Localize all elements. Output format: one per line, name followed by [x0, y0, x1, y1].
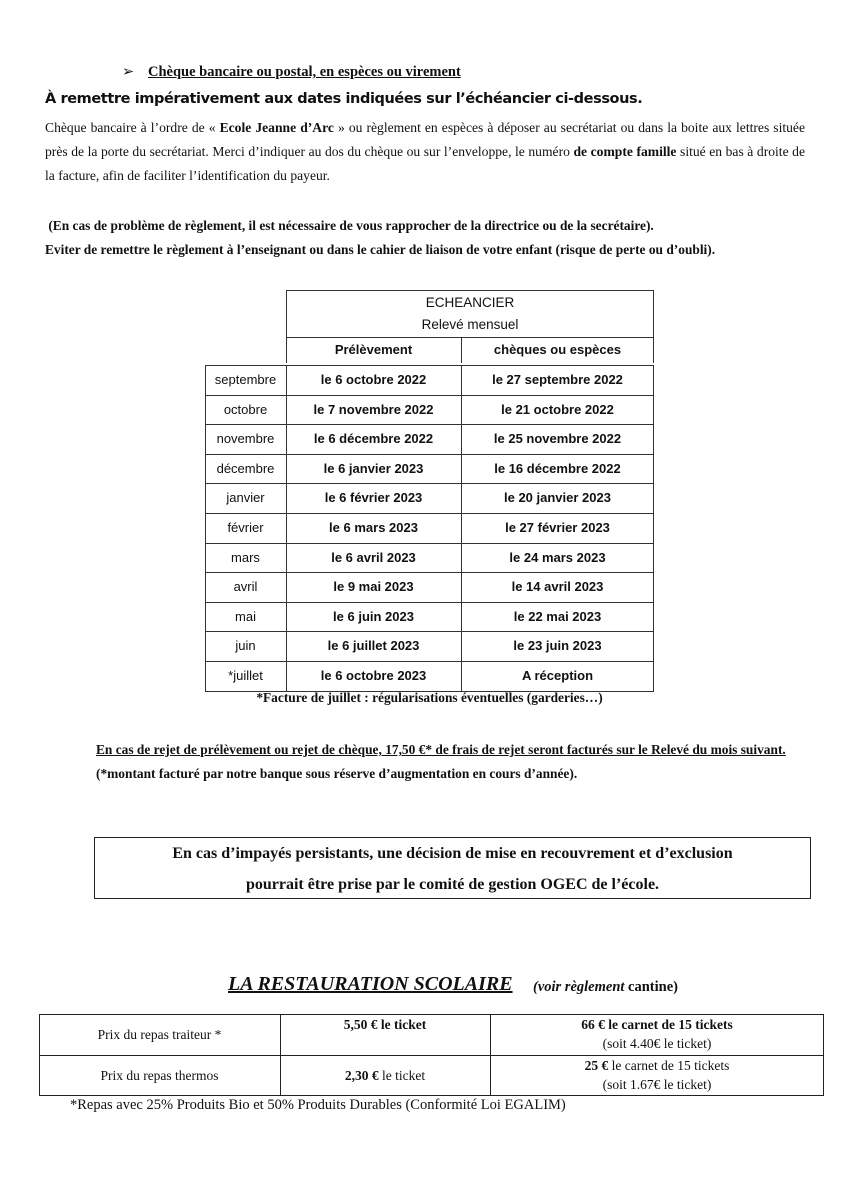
sched-subtitle: Relevé mensuel	[421, 317, 519, 332]
advice-line-2: Eviter de remettre le règlement à l’enseignant ou dans le cahier de liaison de votre enfant (risque de perte ou d’oubli).	[45, 242, 716, 257]
sched-col-prelevement: Prélèvement	[334, 342, 413, 357]
resto-price-bold: 2,30 €	[344, 1068, 379, 1083]
sched-body-col2	[461, 365, 462, 692]
resto-carnet	[490, 1056, 824, 1094]
resto-carnet-bold: 25 €	[584, 1058, 609, 1073]
arrow-bullet-icon: ➢	[122, 64, 135, 80]
payment-bullet	[122, 64, 461, 81]
sched-cheques-date: le 24 mars 2023	[509, 549, 606, 565]
sched-month: février	[227, 520, 264, 535]
sched-month: mars	[231, 549, 260, 565]
rejet-section	[96, 738, 804, 786]
echeancier-note: *Facture de juillet : régularisations éventuelles (garderies…)	[256, 690, 603, 705]
sched-cheques-date: A réception	[521, 668, 594, 683]
sched-cheques-date: le 23 juin 2023	[513, 638, 602, 654]
sched-prelevement-date: le 6 octobre 2022	[320, 372, 427, 387]
sched-cheques-date: le 27 février 2023	[505, 520, 610, 535]
advice-line-1: (En cas de problème de règlement, il est nécessaire de vous rapprocher de la directrice ou de la secrétaire).	[45, 218, 654, 233]
impaye-line-1: En cas d’impayés persistants, une décision de mise en recouvrement et d’exclusion	[172, 845, 733, 862]
sched-prelevement-date: le 7 novembre 2022	[313, 401, 434, 417]
resto-label: Prix du repas traiteur *	[97, 1027, 222, 1042]
school-name: Ecole Jeanne d’Arc	[219, 120, 334, 135]
rejet-warning: En cas de rejet de prélèvement ou rejet de chèque, 17,50 €* de frais de rejet seront facturés sur le Relevé du mois suivant.	[96, 742, 786, 757]
sched-prelevement-date: le 6 juin 2023	[333, 608, 414, 624]
sched-cheques-date: le 27 septembre 2022	[492, 372, 623, 387]
sched-body-left	[205, 365, 206, 692]
payment-text-e: situé en bas à droite de la facture, afin de faciliter l’identification du payeur.	[45, 144, 805, 183]
sched-prelevement-date: le 6 janvier 2023	[323, 460, 424, 476]
resto-label: Prix du repas thermos	[100, 1068, 219, 1083]
sched-body-col1	[286, 365, 287, 692]
sched-cheques-date: le 14 avril 2023	[511, 579, 604, 595]
sched-month: septembre	[214, 372, 277, 387]
sched-month: janvier	[226, 490, 265, 506]
sched-prelevement-date: le 6 octobre 2023	[320, 668, 427, 683]
sched-cheques-date: le 16 décembre 2022	[494, 460, 621, 476]
resto-carnet-bold: 66 € le carnet de 15 tickets	[581, 1017, 733, 1032]
resto-border-bottom	[39, 1095, 824, 1096]
payment-heading: À remettre impérativement aux dates indiquées sur l’échéancier ci-dessous.	[45, 91, 643, 107]
payment-instructions	[45, 116, 805, 188]
sched-prelevement-date: le 6 février 2023	[324, 490, 423, 506]
impaye-box	[94, 837, 811, 899]
echeancier-table	[205, 290, 654, 690]
resto-carnet-plain: le carnet de 15 tickets	[608, 1058, 730, 1073]
sched-month: juin	[235, 638, 256, 654]
sched-cheques-date: le 22 mai 2023	[513, 608, 602, 624]
sched-title-block	[286, 291, 654, 337]
resto-carnet	[490, 1015, 824, 1053]
resto-price	[280, 1066, 490, 1085]
sched-month: avril	[233, 579, 258, 595]
resto-price	[280, 1015, 490, 1034]
sched-month: décembre	[216, 460, 275, 476]
restauration-table	[39, 1014, 824, 1096]
payment-text-a: Chèque bancaire à l’ordre de «	[45, 120, 220, 135]
resto-price-bold: 5,50 € le ticket	[343, 1017, 427, 1032]
sched-body-right	[653, 365, 654, 692]
payment-method-title: Chèque bancaire ou postal, en espèces ou virement	[148, 64, 461, 80]
payment-advice	[45, 214, 825, 262]
sched-prelevement-date: le 6 décembre 2022	[313, 431, 434, 447]
sched-month: novembre	[216, 431, 275, 447]
restauration-title: LA RESTAURATION SCOLAIRE	[228, 973, 513, 995]
sched-col-cheques: chèques ou espèces	[493, 342, 622, 357]
sched-month: mai	[235, 608, 256, 624]
impaye-line-2: pourrait être prise par le comité de gestion OGEC de l’école.	[245, 876, 660, 893]
restauration-sub-italic: (voir règlement	[533, 979, 625, 995]
sched-month: *juillet	[228, 668, 263, 683]
sched-prelevement-date: le 6 juillet 2023	[327, 638, 420, 654]
payment-text-c: » ou règlement en espèces à déposer au secrétariat ou dans la boite aux lettres située près de la porte du secrétariat. Merci d’indiquer au dos du chèque ou sur l’enveloppe, le numéro	[45, 120, 806, 159]
restauration-note: *Repas avec 25% Produits Bio et 50% Produits Durables (Conformité Loi EGALIM)	[70, 1097, 566, 1113]
resto-soit: (soit 1.67€ le ticket)	[602, 1077, 712, 1092]
compte-famille: de compte famille	[573, 144, 677, 159]
resto-soit: (soit 4.40€ le ticket)	[602, 1036, 712, 1051]
restauration-subtitle	[533, 979, 678, 996]
rejet-note: (*montant facturé par notre banque sous réserve d’augmentation en cours d’année).	[96, 766, 578, 781]
sched-prelevement-date: le 6 avril 2023	[331, 549, 416, 565]
sched-cheques-date: le 20 janvier 2023	[504, 490, 611, 506]
sched-prelevement-date: le 9 mai 2023	[333, 579, 414, 595]
sched-prelevement-date: le 6 mars 2023	[329, 520, 418, 535]
sched-title: ECHEANCIER	[425, 295, 515, 310]
resto-price-plain: le ticket	[378, 1068, 426, 1083]
sched-month: octobre	[223, 401, 268, 417]
sched-cheques-date: le 25 novembre 2022	[493, 431, 622, 447]
restauration-sub-plain: cantine)	[624, 979, 678, 995]
sched-cheques-date: le 21 octobre 2022	[501, 401, 614, 417]
